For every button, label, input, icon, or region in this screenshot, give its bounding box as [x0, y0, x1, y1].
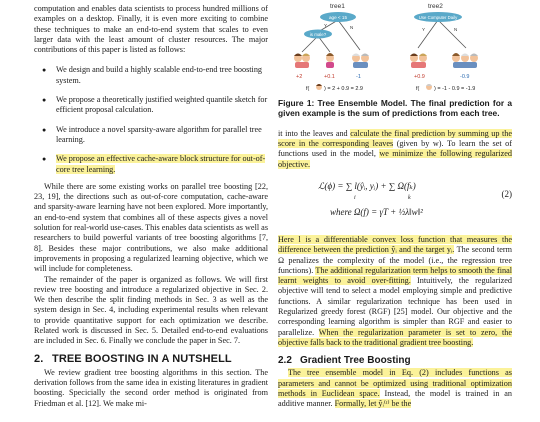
paragraph-objective: [278, 129, 512, 170]
leaf5-people-icon: [452, 53, 478, 68]
highlighted-text: calculate the final prediction by summing up the score in the corresponding leaves: [278, 128, 512, 149]
leaf3-people-icon: [352, 54, 369, 69]
contributions-list: [34, 65, 268, 174]
text-run: The second term Ω penalizes the complexity of the model (i.e., the regression tree functions).: [278, 245, 512, 275]
highlighted-text: we minimize the following regularized objective.: [278, 149, 512, 169]
equation-sub-i: i: [354, 195, 356, 201]
leaf5-score: -0.9: [460, 74, 470, 80]
grandpa-icon: [426, 84, 432, 90]
paragraph-related-work: While there are some existing works on parallel tree boosting [22, 23, 19], the directions such as out-of-core computation, cache-aware and sparsity-aware learning have not been explored. More importantly, an end-to-end system that combines all of these aspects gives a novel solution for real-world use-cases. This enables data scientists as well as researchers to build powerful variants of tree boosting algorithms [7, 8]. Besides these major contributions, we also make additional improvements in proposing a regularized learning objective, which we will include for completeness.: [34, 181, 268, 274]
caption-text: Figure 1: Tree Ensemble Model. The final prediction for a given example is the sum of predictions from each tree.: [278, 98, 512, 119]
node-male-text: is male?: [309, 32, 327, 37]
highlighted-text: The tree ensemble model in Eq. (2) includes functions as parameters and cannot be optimized using traditional optimization methods in Euclidean space.: [278, 368, 512, 398]
tree-figure-svg: [278, 0, 512, 94]
edge-yes-label: Y: [324, 23, 328, 28]
leaf4-score: +0.9: [414, 74, 425, 80]
subsection-title: Gradient Tree Boosting: [300, 355, 411, 367]
list-item: ● We design and build a highly scalable end-to-end tree boosting system.: [34, 65, 268, 86]
leaf2-person-icon: [326, 53, 334, 68]
edge2-yes-label: Y: [422, 27, 426, 32]
text-run: it into the leaves and: [278, 128, 351, 138]
list-item: ● We introduce a novel sparsity-aware algorithm for parallel tree learning.: [34, 125, 268, 146]
figure-caption: [278, 98, 512, 119]
section-heading: [34, 353, 268, 365]
highlighted-text: When the regularization parameter is set to zero, the objective falls back to the traditional gradient tree boosting.: [278, 327, 512, 347]
leaf1-score: +2: [296, 74, 303, 80]
intro-paragraph: computation and enables data scientists to process hundred millions of examples on a desktop. Finally, it is even more exciting to combine these techniques to make an end-to-end system that scales to even larger data with the least amount of cluster resources. The major contributions of this paper is listed as follows:: [34, 4, 268, 55]
highlighted-text: We propose an effective cache-aware block structure for out-of-core tree learning.: [56, 154, 266, 174]
boy-icon: [316, 84, 322, 90]
text-run: Instead, the model is trained in an additive manner.: [278, 388, 512, 409]
text-run: (given by w). To learn the set of functions used in the model,: [278, 139, 512, 159]
edge-no-label: N: [350, 25, 354, 30]
paragraph-organization: The remainder of the paper is organized as follows. We will first review tree boosting and introduce a regularized objective in Sec. 2. We then describe the split finding methods in Sec. 3 as well as the system design in Sec. 4, including experimental results when relevant to provide quantitative support for each optimization we describe. Related work is discussed in Sec. 5. Detailed end-to-end evaluations are included in Sec. 6. Finally we conclude the paper in Sec. 7.: [34, 274, 268, 346]
prediction-boy-prefix: f(: [306, 86, 310, 92]
text-run: Intuitively, the regularized objective will tend to select a model employing simple and predictive functions. A similar regularization technique has been used in Regularized greedy forest (RGF) [25] model. Our objective and the corresponding learning algorithm is simpler than RGF and easier to parallelize.: [278, 276, 512, 337]
equation-number: (2): [501, 189, 512, 199]
paragraph-review: We review gradient tree boosting algorithms in this section. The derivation follows from the same idea in existing literatures in gradient boosting. Specicially the second order method is originated from Friedman et al. [12]. We make mi-: [34, 367, 268, 408]
tree-ensemble-figure: [278, 0, 512, 94]
leaf1-people-icon: [294, 54, 310, 69]
leaf3-score: -1: [356, 74, 361, 80]
tree2-label: tree2: [428, 3, 443, 10]
prediction-grandpa-prefix: f(: [416, 86, 420, 92]
list-item: ● We propose a theoretically justified weighted quantile sketch for efficient proposal calculation.: [34, 95, 268, 116]
right-column: [278, 0, 512, 409]
leaf4-people-icon: [410, 54, 427, 69]
highlighted-text: The additional regularization term helps to smooth the final learnt weights to avoid over-fitting.: [278, 265, 512, 286]
subsection-heading: [278, 355, 512, 366]
left-column: [34, 0, 268, 409]
paragraph-loss: [278, 235, 512, 348]
prediction-grandpa-result: ) = -1 - 0.9 = -1.9: [434, 86, 476, 92]
node-age-text: age < 15: [328, 15, 348, 20]
paragraph-gradient-boosting: [278, 368, 512, 409]
equation-line-2: where Ω(f) = γT + ½λ‖w‖²: [330, 207, 423, 217]
tree2-edges: [418, 20, 466, 48]
equation-2: [278, 175, 512, 229]
list-item: [34, 154, 268, 175]
equation-sub-k: k: [408, 195, 411, 201]
highlighted-text: Here l is a differentiable convex loss function that measures the difference between the prediction ŷᵢ and the target yᵢ.: [278, 235, 512, 255]
node-computer-text: Use Computer Daily: [418, 15, 458, 20]
tree1-label: tree1: [330, 3, 345, 10]
leaf2-score: +0.1: [324, 74, 335, 80]
highlighted-text: Formally, let ŷᵢ⁽ᵗ⁾ be the: [334, 399, 412, 409]
section-number: 2.: [34, 352, 44, 365]
subsection-number: 2.2: [278, 355, 292, 367]
section-title: TREE BOOSTING IN A NUTSHELL: [52, 352, 232, 365]
edge2-no-label: N: [454, 27, 458, 32]
prediction-boy-result: ) = 2 + 0.9 = 2.9: [324, 86, 363, 92]
equation-line-1: ℒ(ϕ) = ∑ l(ŷᵢ, yᵢ) + ∑ Ω(fₖ): [318, 181, 416, 191]
